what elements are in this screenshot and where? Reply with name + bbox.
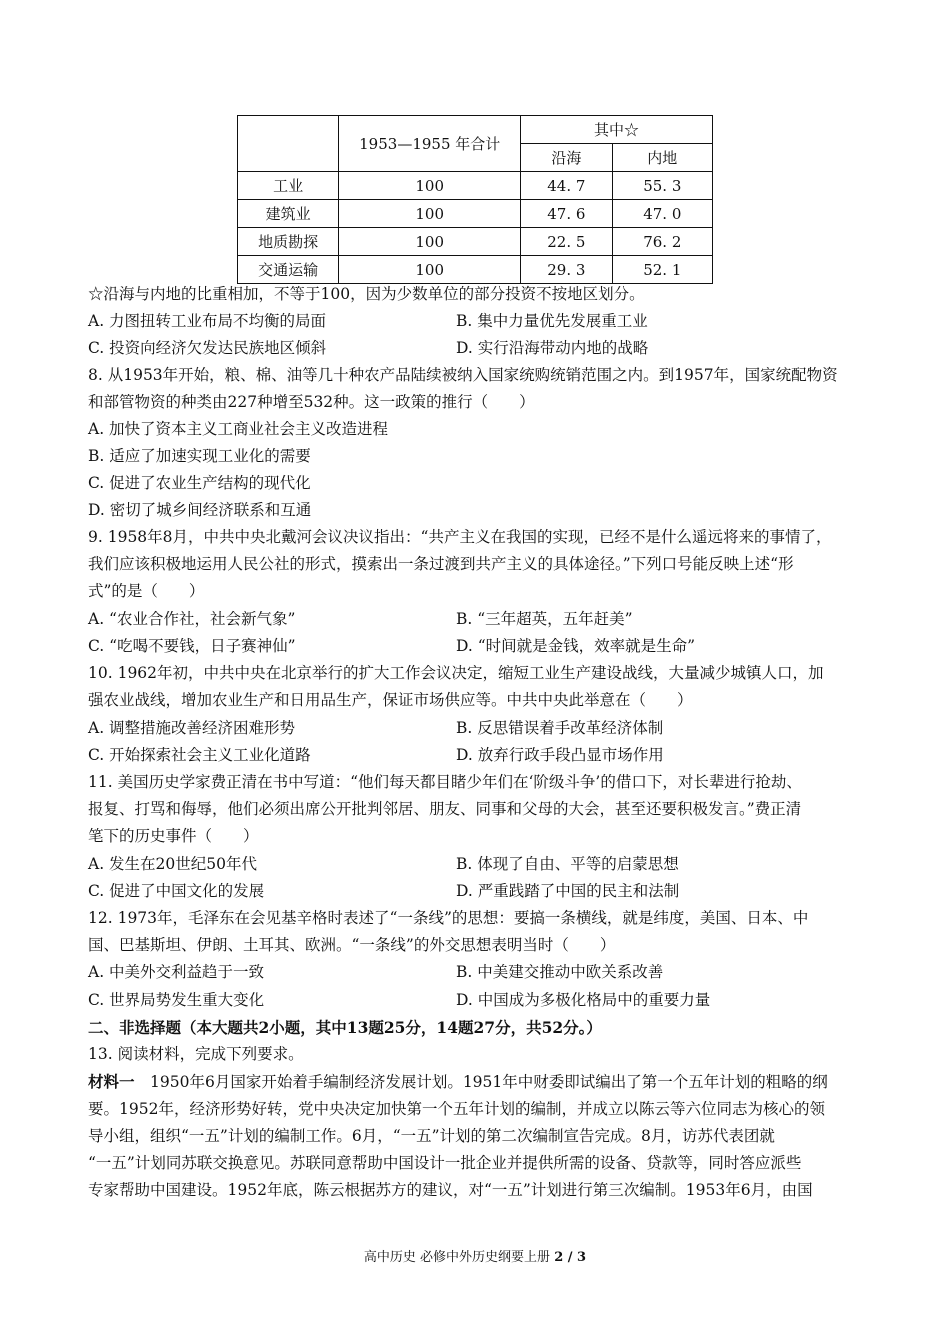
material-paragraph-line1 (88, 1068, 868, 1095)
q10-stem-line1: 10. 1962年初，中共中央在北京举行的扩大工作会议决定，缩短工业生产建设战线，大量减少城镇人口，加 (88, 664, 824, 682)
table-cell-inland: 55. 3 (612, 172, 712, 200)
table-row (238, 172, 713, 200)
q11-option-c[interactable]: C. 促进了中国文化的发展 (88, 882, 265, 900)
q9-stem-line1: 9. 1958年8月，中共中央北戴河会议决议指出：“共产主义在我国的实现，已经不是什么遥远将来的事情了， (88, 528, 832, 546)
q12-stem-line1: 12. 1973年，毛泽东在会见基辛格时表述了“一条线”的思想：要搞一条横线，就是纬度，美国、日本、中 (88, 909, 809, 927)
q10-option-c[interactable]: C. 开始探索社会主义工业化道路 (88, 746, 311, 764)
table-cell-total: 100 (339, 228, 521, 256)
q11-stem-line2: 报复、打骂和侮辱，他们必须出席公开批判邻居、朋友、同事和父母的大会，甚至还要积极发言。”费正清 (88, 800, 802, 818)
q13-stem: 13. 阅读材料，完成下列要求。 (88, 1045, 304, 1063)
material-text: 1950年6月国家开始着手编制经济发展计划。1951年中财委即试编出了第一个五年计划的粗略的纲 (134, 1073, 828, 1091)
q8-option-d[interactable]: D. 密切了城乡间经济联系和互通 (88, 501, 312, 519)
table-cell-coast: 44. 7 (521, 172, 612, 200)
q9-option-d[interactable]: D. “时间就是金钱，效率就是生命” (456, 637, 696, 655)
material-paragraph-line2: 要。1952年，经济形势好转，党中央决定加快第一个五年计划的编制，并成立以陈云等六位同志为核心的领 (88, 1100, 825, 1118)
footer-title: 高中历史 必修中外历史纲要上册 (363, 1250, 551, 1265)
q12-stem-line2: 国、巴基斯坦、伊朗、土耳其、欧洲。“一条线”的外交思想表明当时（ ） (88, 936, 616, 954)
q8-option-c[interactable]: C. 促进了农业生产结构的现代化 (88, 474, 311, 492)
q10-option-d[interactable]: D. 放弃行政手段凸显市场作用 (456, 746, 664, 764)
q12-option-d[interactable]: D. 中国成为多极化格局中的重要力量 (456, 991, 711, 1009)
table-header-coast: 沿海 (521, 144, 612, 172)
table-cell-sector: 交通运输 (238, 256, 339, 284)
table-header-group: 其中☆ (521, 116, 713, 144)
q8-option-a[interactable]: A. 加快了资本主义工商业社会主义改造进程 (88, 420, 389, 438)
table-cell-inland: 52. 1 (612, 256, 712, 284)
table-row (238, 256, 713, 284)
table-cell-coast: 29. 3 (521, 256, 612, 284)
q11-option-b[interactable]: B. 体现了自由、平等的启蒙思想 (456, 855, 679, 873)
q11-stem-line1: 11. 美国历史学家费正清在书中写道：“他们每天都目睹少年们在‘阶级斗争’的借口下，对长辈进行抢劫、 (88, 773, 802, 791)
q10-option-a[interactable]: A. 调整措施改善经济困难形势 (88, 719, 296, 737)
q8-stem-line1: 8. 从1953年开始，粮、棉、油等几十种农产品陆续被纳入国家统购统销范围之内。到1957年，国家统配物资 (88, 366, 838, 384)
table-cell-sector: 建筑业 (238, 200, 339, 228)
q8-option-b[interactable]: B. 适应了加速实现工业化的需要 (88, 447, 311, 465)
section-heading: 二、非选择题（本大题共2小题，其中13题25分，14题27分，共52分。） (88, 1018, 602, 1037)
q9-option-c[interactable]: C. “吃喝不要钱，日子赛神仙” (88, 637, 296, 655)
material-label: 材料一 (88, 1072, 135, 1091)
q7-option-c[interactable]: C. 投资向经济欠发达民族地区倾斜 (88, 339, 327, 357)
table-note: ☆沿海与内地的比重相加，不等于100，因为少数单位的部分投资不按地区划分。 (88, 285, 645, 303)
q9-option-a[interactable]: A. “农业合作社，社会新气象” (88, 610, 296, 628)
q11-stem-line3: 笔下的历史事件（ ） (88, 827, 259, 845)
q9-stem-line2: 我们应该积极地运用人民公社的形式，摸索出一条过渡到共产主义的具体途径。”下列口号能反映上述“形 (88, 555, 794, 573)
table-cell-total: 100 (339, 172, 521, 200)
page-number: 2 / 3 (554, 1250, 587, 1265)
table-cell-sector: 工业 (238, 172, 339, 200)
table-header-total: 1953—1955 年合计 (339, 116, 521, 172)
q7-option-b[interactable]: B. 集中力量优先发展重工业 (456, 312, 648, 330)
q7-option-a[interactable]: A. 力图扭转工业布局不均衡的局面 (88, 312, 327, 330)
table-cell-inland: 47. 0 (612, 200, 712, 228)
q10-option-b[interactable]: B. 反思错误着手改革经济体制 (456, 719, 664, 737)
table-row (238, 200, 713, 228)
q7-option-d[interactable]: D. 实行沿海带动内地的战略 (456, 339, 649, 357)
table-cell-total: 100 (339, 200, 521, 228)
q12-option-c[interactable]: C. 世界局势发生重大变化 (88, 991, 265, 1009)
table-cell-coast: 47. 6 (521, 200, 612, 228)
table-cell-total: 100 (339, 256, 521, 284)
q12-option-b[interactable]: B. 中美建交推动中欧关系改善 (456, 963, 664, 981)
material-paragraph-line4: “一五”计划同苏联交换意见。苏联同意帮助中国设计一批企业并提供所需的设备、贷款等，同时答应派些 (88, 1154, 802, 1172)
page-footer (0, 1248, 950, 1268)
table-cell-inland: 76. 2 (612, 228, 712, 256)
q8-stem-line2: 和部管物资的种类由227种增至532种。这一政策的推行（ ） (88, 393, 535, 411)
material-paragraph-line5: 专家帮助中国建设。1952年底，陈云根据苏方的建议，对“一五”计划进行第三次编制。1953年6月，由国 (88, 1181, 813, 1199)
q11-option-a[interactable]: A. 发生在20世纪50年代 (88, 855, 257, 873)
q9-option-b[interactable]: B. “三年超英，五年赶美” (456, 610, 633, 628)
q9-stem-line3: 式”的是（ ） (88, 582, 205, 600)
table-row (238, 228, 713, 256)
q12-option-a[interactable]: A. 中美外交利益趋于一致 (88, 963, 265, 981)
table-header-inland: 内地 (612, 144, 712, 172)
table-cell-coast: 22. 5 (521, 228, 612, 256)
table-cell-sector: 地质勘探 (238, 228, 339, 256)
investment-table (237, 115, 713, 284)
q11-option-d[interactable]: D. 严重践踏了中国的民主和法制 (456, 882, 680, 900)
material-paragraph-line3: 导小组，组织“一五”计划的编制工作。6月，“一五”计划的第二次编制宣告完成。8月，访苏代表团就 (88, 1127, 775, 1145)
table-corner-cell (238, 116, 339, 172)
q10-stem-line2: 强农业战线，增加农业生产和日用品生产，保证市场供应等。中共中央此举意在（ ） (88, 691, 693, 709)
